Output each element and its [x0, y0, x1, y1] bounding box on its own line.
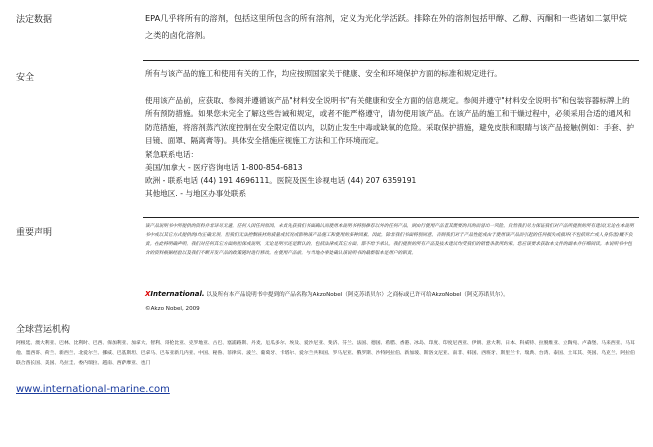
trademark-note: [145, 290, 509, 298]
emergency-contact-us-canada: 美国/加拿大 - 医疗咨询电话 1-800-854-6813: [145, 162, 303, 172]
website-link[interactable]: www.international-marine.com: [16, 384, 170, 395]
safety-details: 使用该产品前，应获取、参阅并遵循该产品"材料安全说明书"有关健康和安全方面的信息规定。参阅并遵守"材料安全说明书"和包装容器标牌上的所有预防措施。如果您未完全了解这些告诫和规定，或者不能严格遵守，请勿使用该产品。在该产品的施工和干燥过程中，必须采用合适的通风和防范措施，将溶剂蒸汽浓度控制在安全限定值以内，以防止发生中毒或缺氧的危险。采取保护措施，避免皮肤和眼睛与该产品接触(例如：手套、护目镜、面罩、隔离膏等)。具体安全措施应视施工方法和工作环境而定。: [145, 96, 634, 146]
emergency-contact-europe: 欧洲 - 联系电话 (44) 191 4696111。医院及医生诊视电话 (44) 207 6359191: [145, 175, 417, 185]
voc-section-text: EPA几乎将所有的溶剂，包括这里所包含的所有溶剂，定义为光化学活跃。排除在外的溶剂包括甲醇、乙醇、丙酮和一些诸如二氯甲烷之类的卤化溶剂。: [145, 13, 627, 40]
emergency-contact-other: 其他地区. - 与地区办事处联系: [145, 188, 247, 198]
copyright-text: ©Akzo Nobel, 2009: [145, 306, 200, 312]
divider: [143, 60, 639, 61]
disclaimer-text: 该产品说明书中所提供的资料并非详尽无遗，任何人因任何原因，未首先获我们书面确认而使用本说明书特别推荐以外的任何产品，则由行使用产品者其需要的目的而冒出一风险。自然我们尽力保证我们对产品所提供的所有建议(无论在本说明书中或以其它方式提供的)均正确无误，但我们无法控制底材的质量或状况或影响该产品施工和使用的多种因素。因此，除非我们书面特别同意，否则我们对于产品性能或由于使用该产品而引起的任何损失或损坏(不包括死亡或人身伤害)概不负责。在此特明确声明，我们对任何其它方面的担保或说明，无论是明示还是默认的，包括法律或其它方面，都不给予承认。我们提供的所有产品及技术建议均受我们的销售条款所约束。您应该要求获取本文件的副本并仔细阅读。本说明书中包含的资料根据经验以及我们不断开发产品的政策随时进行修改。在使用产品前，与当地办事处确认该说明书的最新版本是用户的职责。: [145, 224, 634, 256]
international-logo: XInternational.: [145, 290, 205, 298]
global-operations-title: 全球营运机构: [16, 325, 71, 335]
emergency-contact-title: 紧急联系电话：: [145, 149, 199, 159]
global-operations-countries: 阿根廷、澳大利亚、巴林、比利时、巴西、保加利亚、加拿大、智利、哥伦比亚、克罗地亚、古巴、塞浦路斯、丹麦、厄瓜多尔、埃及、爱沙尼亚、斐济、芬兰、法国、德国、希腊、香港、冰岛、印度、印度尼西亚、伊朗、意大利、日本、科威特、拉脱维亚、立陶宛、卢森堡、马来西亚、马耳他、墨西哥、荷兰、新西兰、北爱尔兰、挪威、巴基斯坦、巴拿马、巴布亚新几内亚、中国、秘鲁、菲律宾、波兰、葡萄牙、卡塔尔、爱尔兰共和国、罗马尼亚、俄罗斯、沙特阿拉伯、新加坡、斯洛文尼亚、南非、韩国、西班牙、斯里兰卡、瑞典、台湾、泰国、土耳其、英国、乌克兰、阿拉伯联合酋长国、美国、乌拉圭、委内瑞拉、越南、西萨摩亚、也门: [16, 341, 635, 366]
safety-section-label: 安全: [16, 73, 35, 83]
disclaimer-section-label: 重要声明: [16, 228, 53, 238]
voc-section-label: 法定数据: [16, 15, 53, 25]
divider: [143, 217, 639, 218]
safety-intro: 所有与该产品的施工和使用有关的工作，均应按照国家关于健康、安全和环境保护方面的标准和规定进行。: [145, 69, 502, 78]
safety-section-content: [145, 67, 635, 200]
trademark-text: 以及所有本产品说明书中提到的产品名称为AkzoNobel（阿克苏诺贝尔）之商标或已许可给AkzoNobel（阿克苏诺贝尔）。: [206, 292, 509, 298]
